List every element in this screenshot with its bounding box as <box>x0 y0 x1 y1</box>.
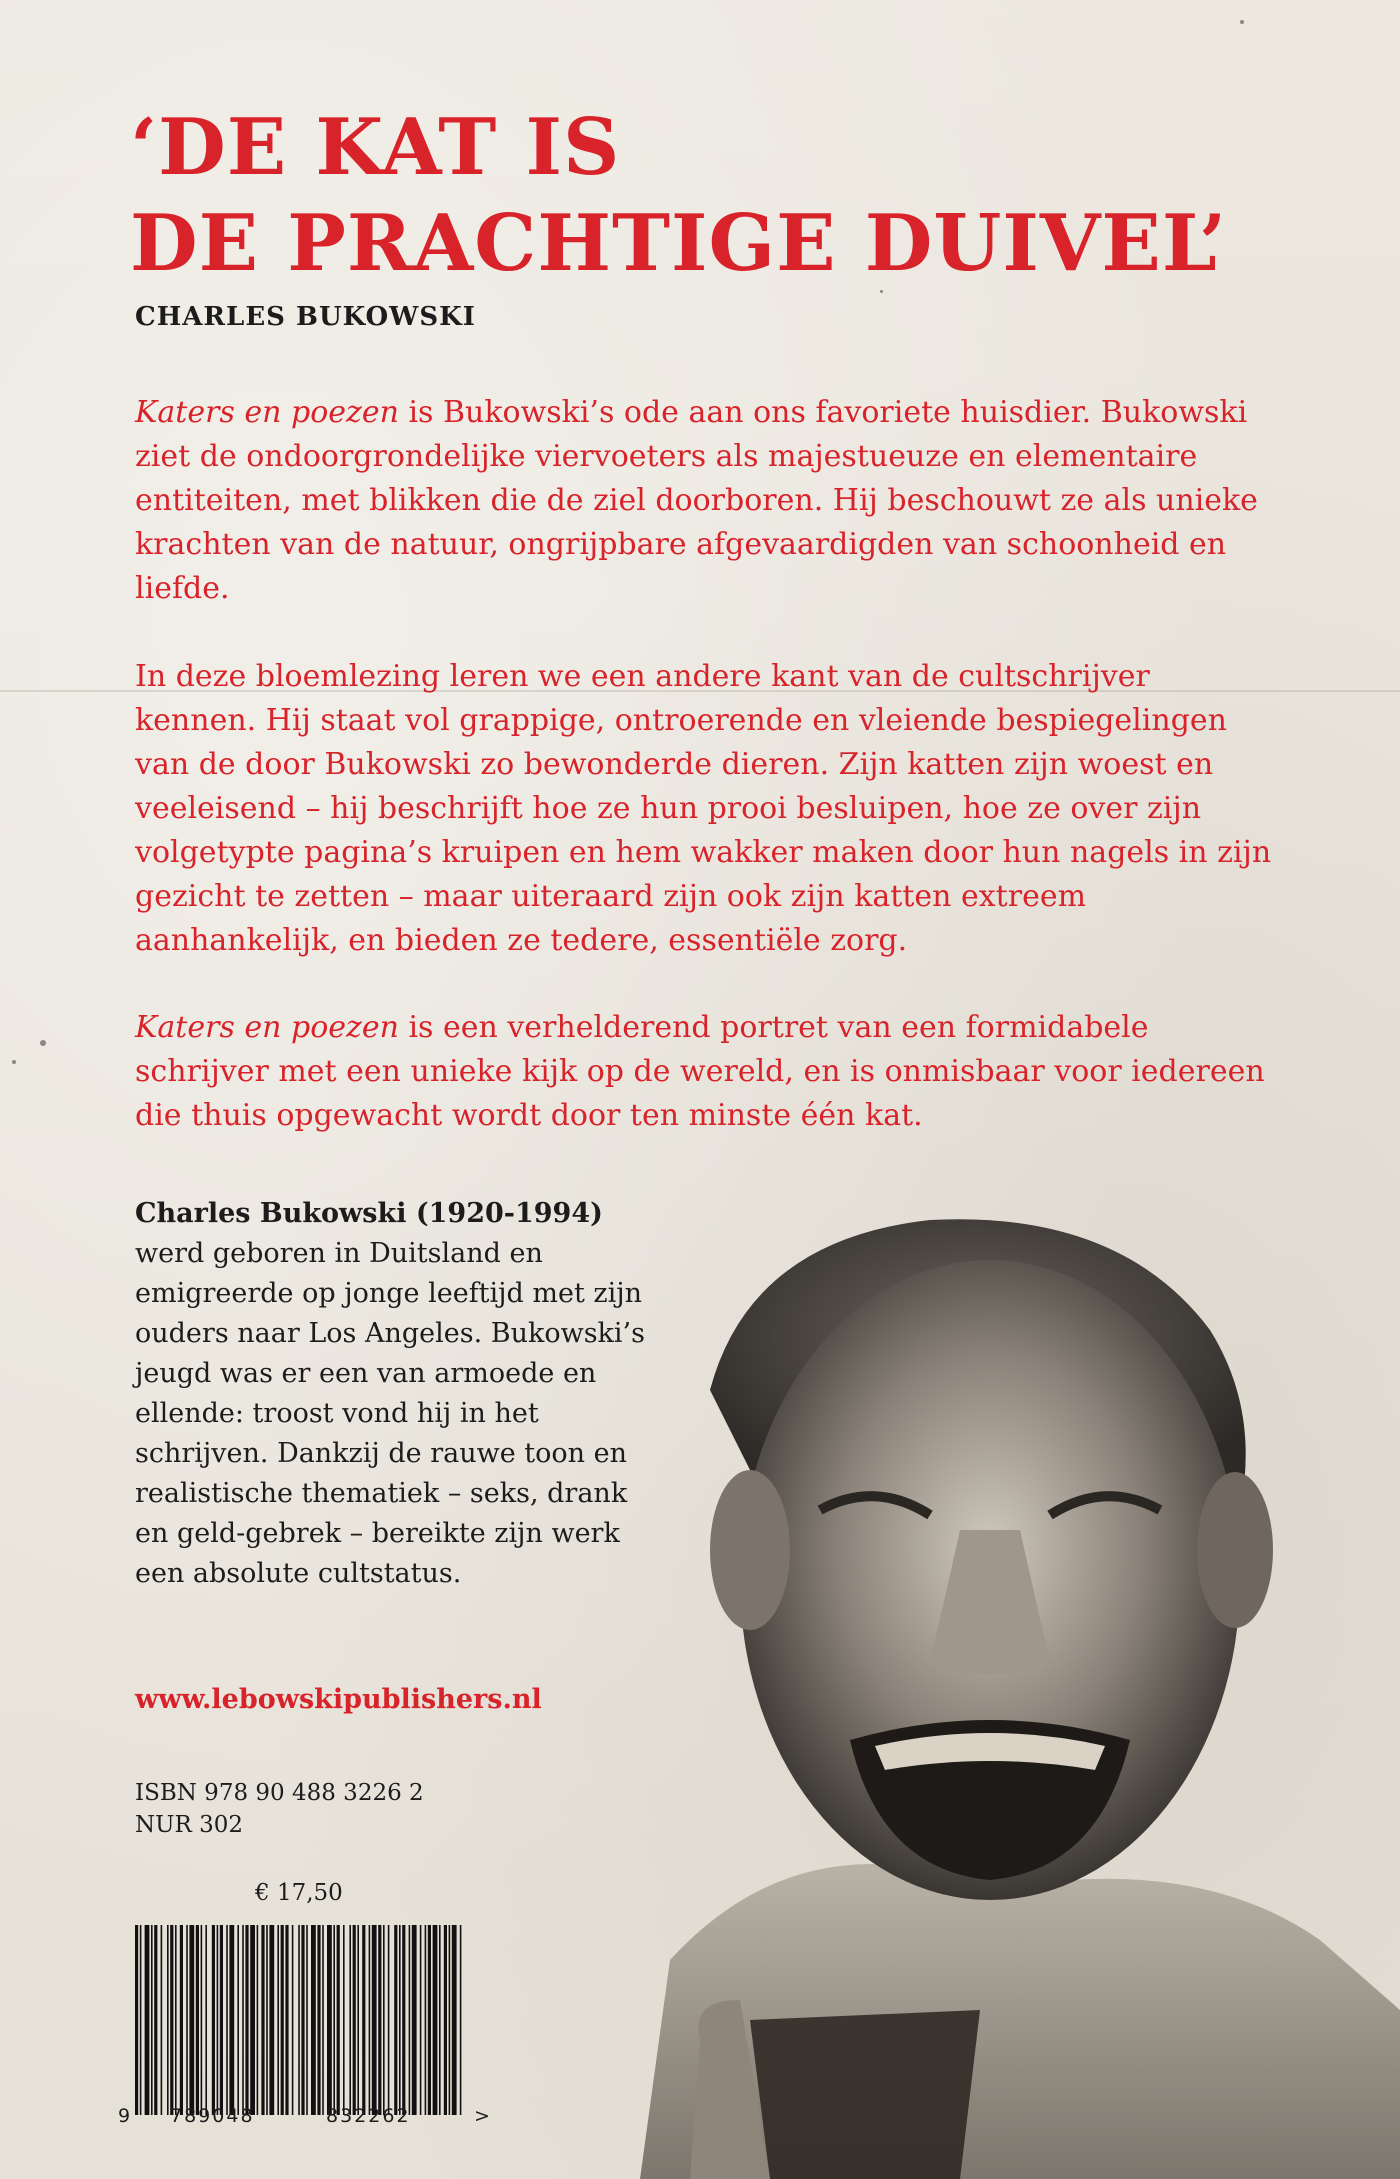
barcode-bar <box>337 1925 340 2115</box>
barcode-bar <box>425 1925 427 2115</box>
barcode-bar <box>281 1925 284 2115</box>
paper-speck <box>40 1040 46 1046</box>
barcode-bar <box>412 1925 417 2115</box>
barcode-bar <box>167 1925 169 2115</box>
barcode-bar <box>357 1925 359 2115</box>
barcode-bar <box>161 1925 163 2115</box>
barcode-bar <box>245 1925 248 2115</box>
cover-headline <box>130 100 1280 292</box>
portrait-ear-left <box>710 1470 790 1630</box>
barcode-bar <box>229 1925 234 2115</box>
barcode-bar <box>298 1925 300 2115</box>
book-title: Katers en poezen <box>135 1010 399 1045</box>
barcode-bar <box>428 1925 431 2115</box>
barcode-bar <box>409 1925 411 2115</box>
barcode-bar <box>220 1925 223 2115</box>
author-name: CHARLES BUKOWSKI <box>135 302 476 332</box>
publisher-website-link[interactable]: www.lebowskipublishers.nl <box>135 1684 542 1715</box>
barcode-bar <box>372 1925 377 2115</box>
paper-speck <box>12 1060 16 1064</box>
barcode-bar <box>292 1925 294 2115</box>
author-portrait-photo <box>600 1180 1400 2179</box>
barcode-bar <box>378 1925 381 2115</box>
barcode-bar <box>170 1925 173 2115</box>
barcode-bar <box>205 1925 207 2115</box>
barcode-bar <box>237 1925 239 2115</box>
barcode-bar <box>201 1925 203 2115</box>
barcode-bar <box>186 1925 188 2115</box>
barcode-bar <box>460 1925 462 2115</box>
barcode-bar <box>439 1925 441 2115</box>
bio-text: werd geboren in Duitsland en emigreerde op jonge leeftijd met zijn ouders naar Los Angeles. Bukowski’s jeugd was er een van armoede en ellende: troost vond hij in het schrijven. Dankzij de rauwe toon en realistische thematiek – seks, drank en geld-gebrek – bereikte zijn werk een absolute cultstatus. <box>135 1238 645 1589</box>
barcode-bar <box>433 1925 438 2115</box>
barcode-bar <box>145 1925 150 2115</box>
blurb-text: is een verhelderend portret van een formidabele schrijver met een unieke kijk op de wereld, en is onmisbaar voor iedereen die thuis opgewacht wordt door ten minste één kat. <box>135 1010 1265 1133</box>
barcode-bar <box>444 1925 447 2115</box>
barcode-bar <box>362 1925 365 2115</box>
barcode-bar <box>242 1925 244 2115</box>
barcode-bar <box>212 1925 215 2115</box>
barcode-bar <box>349 1925 351 2115</box>
barcode-bar <box>399 1925 401 2115</box>
barcode-bar <box>151 1925 153 2115</box>
barcode-bar <box>369 1925 371 2115</box>
barcode-bar <box>333 1925 335 2115</box>
barcode-bar <box>343 1925 345 2115</box>
barcode-bar <box>269 1925 274 2115</box>
barcode-bar <box>449 1925 451 2115</box>
headline-line-1: ‘DE KAT IS <box>130 102 621 193</box>
barcode <box>133 1925 465 2123</box>
barcode-bar <box>402 1925 405 2115</box>
barcode-digit-lead: 9 <box>118 2105 131 2127</box>
barcode-bar <box>140 1925 142 2115</box>
author-bio <box>135 1194 655 1594</box>
barcode-bar <box>175 1925 177 2115</box>
portrait-glass <box>750 2010 980 2179</box>
book-title: Katers en poezen <box>135 395 399 430</box>
price-label: € 17,50 <box>255 1880 343 1906</box>
barcode-bar <box>394 1925 397 2115</box>
barcode-bar <box>353 1925 356 2115</box>
blurb-paragraph-1 <box>135 391 1275 611</box>
barcode-bar <box>180 1925 183 2115</box>
blurb-text: In deze bloemlezing leren we een andere kant van de cultschrijver kennen. Hij staat vol grappige, ontroerende en vleiende bespiegelingen van de door Bukowski zo bewonderde dieren. Zijn katten zijn woest en veeleisend – hij beschrijft hoe ze hun prooi besluipen, hoe ze over zijn volgetypte pagina’s kruipen en hem wakker maken door hun nagels in zijn gezicht te zetten – maar uiteraard zijn ook zijn katten extreem aanhankelijk, en bieden ze tedere, essentiële zorg. <box>135 659 1272 958</box>
barcode-bar <box>266 1925 268 2115</box>
barcode-bar <box>317 1925 320 2115</box>
barcode-bar <box>217 1925 219 2115</box>
barcode-bar <box>261 1925 264 2115</box>
blurb-paragraph-2 <box>135 655 1275 963</box>
barcode-bar <box>420 1925 422 2115</box>
bio-author-name: Charles Bukowski (1920-1994) <box>135 1198 603 1229</box>
barcode-bar <box>189 1925 194 2115</box>
barcode-bar <box>135 1925 138 2115</box>
barcode-bar <box>306 1925 308 2115</box>
barcode-bar <box>154 1925 157 2115</box>
barcode-bar <box>383 1925 385 2115</box>
barcode-bar <box>196 1925 199 2115</box>
barcode-digit-end: > <box>474 2105 490 2127</box>
barcode-bar <box>322 1925 324 2115</box>
barcode-digits-right: 832262 <box>326 2105 411 2127</box>
barcode-bar <box>277 1925 279 2115</box>
barcode-bar <box>452 1925 457 2115</box>
isbn-number: ISBN 978 90 488 3226 2 <box>135 1780 424 1806</box>
barcode-bars <box>133 1925 465 2115</box>
barcode-bar <box>257 1925 259 2115</box>
barcode-bar <box>285 1925 288 2115</box>
blurb-paragraph-3 <box>135 1006 1275 1138</box>
nur-code: NUR 302 <box>135 1812 244 1838</box>
headline-line-2: DE PRACHTIGE DUIVEL’ <box>130 198 1228 289</box>
barcode-digits-left: 789048 <box>170 2105 255 2127</box>
barcode-bar <box>311 1925 316 2115</box>
portrait-ear-right <box>1197 1472 1273 1628</box>
paper-speck <box>1240 20 1244 24</box>
barcode-bar <box>226 1925 228 2115</box>
barcode-bar <box>301 1925 304 2115</box>
barcode-bar <box>250 1925 255 2115</box>
barcode-bar <box>388 1925 390 2115</box>
blurb-text: is Bukowski’s ode aan ons favoriete huisdier. Bukowski ziet de ondoorgrondelijke viervoeters als majestueuze en elementaire entiteiten, met blikken die de ziel doorboren. Hij beschouwt ze als unieke krachten van de natuur, ongrijpbare afgevaardigden van schoonheid en liefde. <box>135 395 1258 606</box>
barcode-bar <box>327 1925 332 2115</box>
